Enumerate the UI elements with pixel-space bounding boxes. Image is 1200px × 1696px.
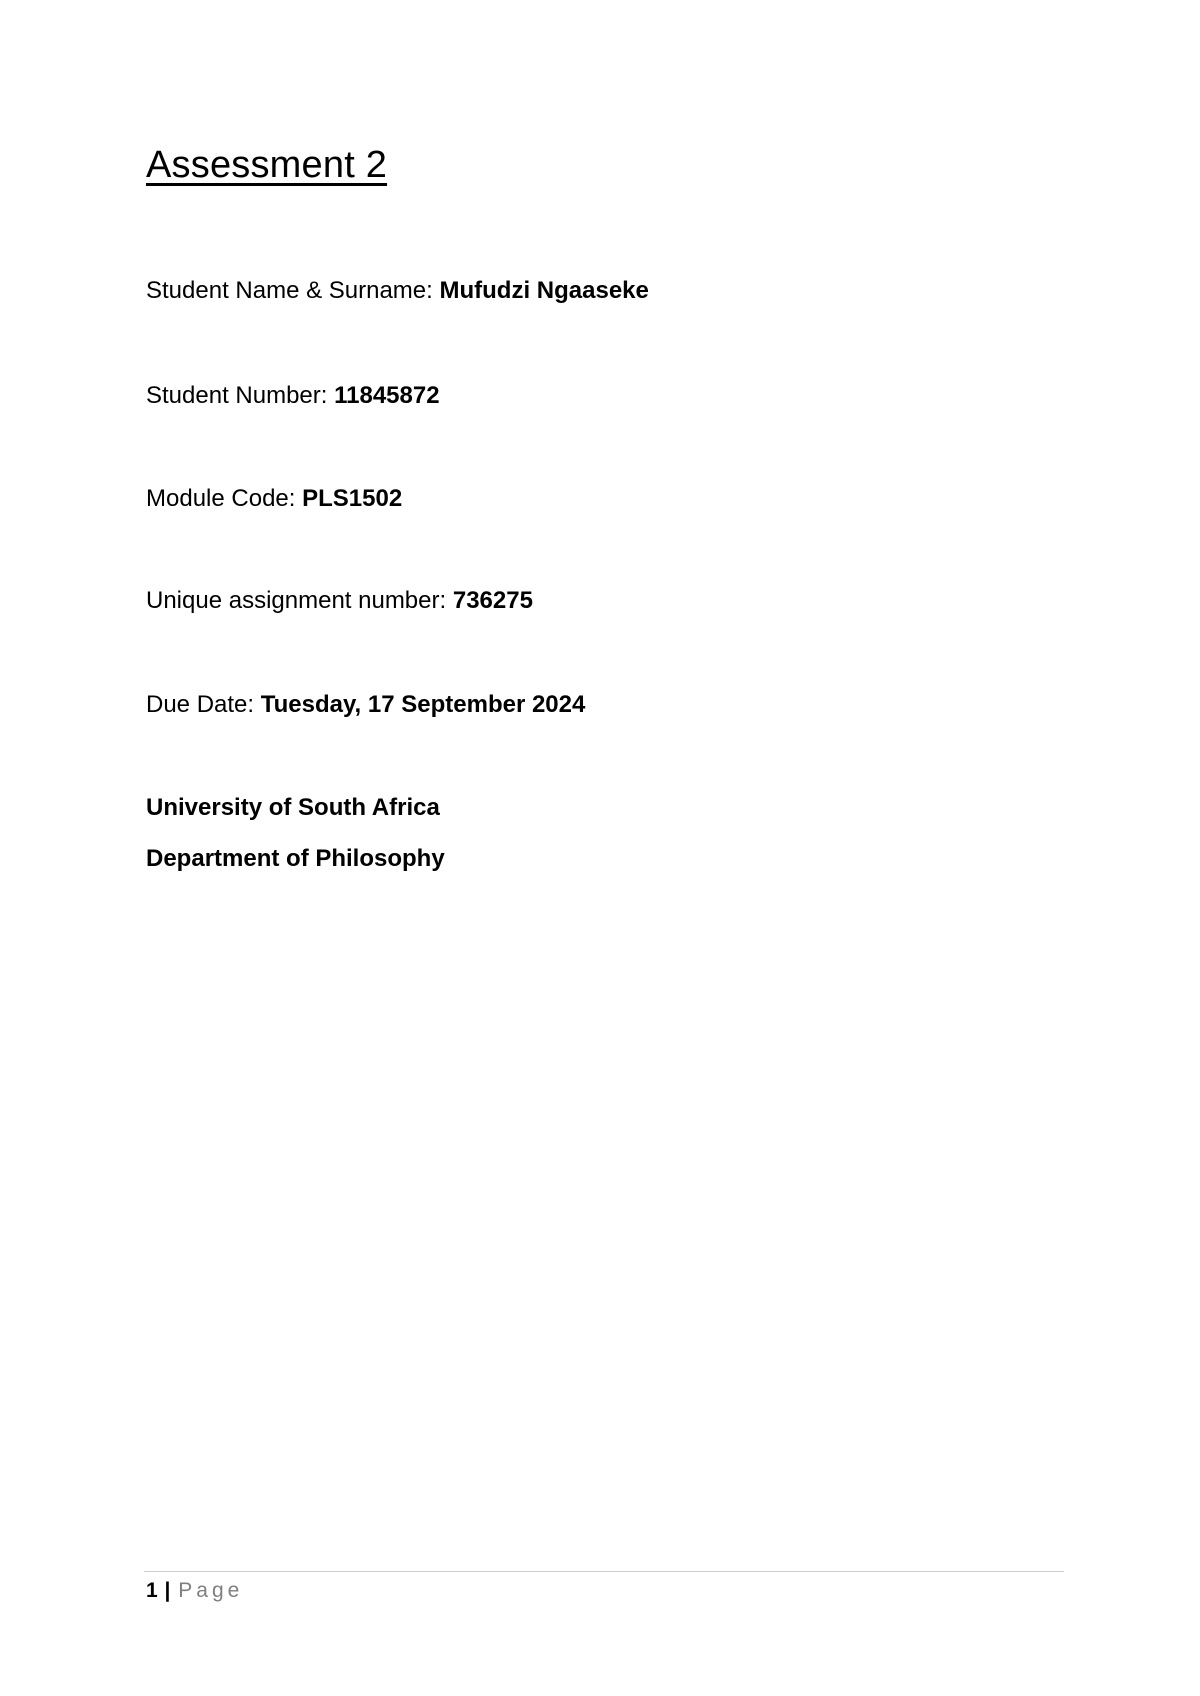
page-footer	[146, 1578, 243, 1604]
due-date-label: Due Date:	[146, 691, 261, 718]
module-code-label: Module Code:	[146, 485, 303, 512]
assignment-number-value: 736275	[452, 587, 533, 614]
page-number: 1	[146, 1579, 158, 1602]
assignment-number-field	[146, 586, 533, 616]
student-number-field	[146, 381, 440, 411]
student-name-value: Mufudzi Ngaaseke	[439, 277, 649, 304]
footer-separator: |	[164, 1579, 171, 1602]
student-number-value: 11845872	[334, 382, 440, 409]
due-date-field	[146, 690, 585, 720]
footer-divider	[144, 1571, 1064, 1572]
page-label: Page	[178, 1579, 244, 1602]
student-name-label: Student Name & Surname:	[146, 277, 440, 304]
student-number-label: Student Number:	[146, 382, 335, 409]
assignment-number-label: Unique assignment number:	[146, 587, 453, 614]
student-name-field	[146, 276, 649, 306]
module-code-value: PLS1502	[302, 485, 403, 512]
module-code-field	[146, 484, 402, 514]
document-title: Assessment 2	[146, 144, 388, 186]
due-date-value: Tuesday, 17 September 2024	[260, 691, 586, 718]
institution-name: University of South Africa	[146, 794, 440, 821]
department-name: Department of Philosophy	[146, 845, 445, 872]
